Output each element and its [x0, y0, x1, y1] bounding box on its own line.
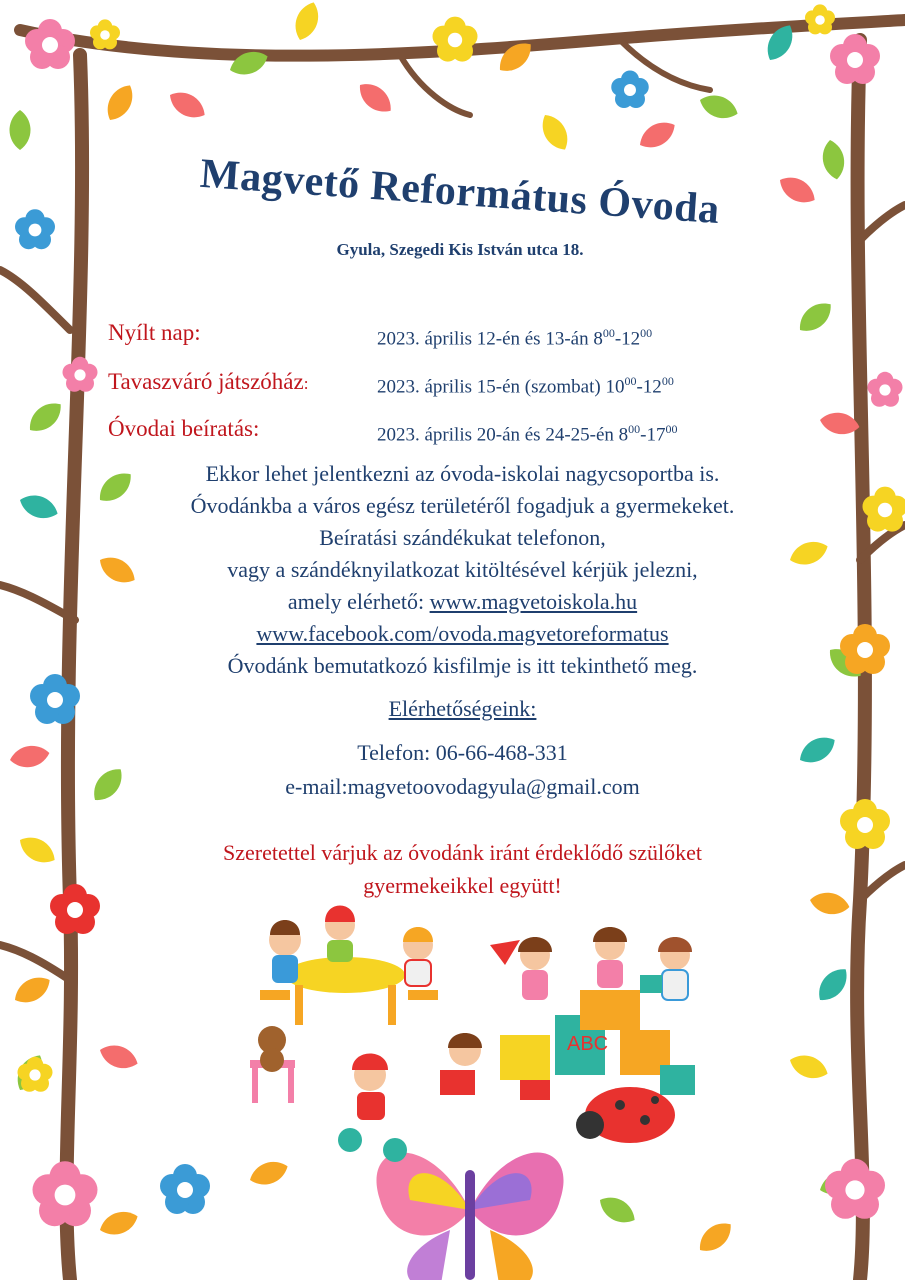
event-time-sup: 00 — [624, 374, 637, 388]
event-date-text: 2023. április 12-én és 13-án 8 — [377, 328, 603, 350]
info-line: Óvodánk bemutatkozó kisfilmje is itt tekinthető meg. — [227, 653, 698, 678]
svg-text:ABC: ABC — [567, 1033, 609, 1055]
event-time-sup: 00 — [665, 422, 678, 436]
contact-phone: Telefon: 06-66-468-331 — [357, 740, 568, 765]
info-line — [100, 586, 825, 618]
info-line: vagy a szándéknyilatkozat kitöltésével kérjük jelezni, — [227, 557, 698, 582]
event-date — [377, 326, 652, 350]
contact-email[interactable]: e-mail:magvetoovodagyula@gmail.com — [285, 774, 640, 799]
event-date — [377, 374, 674, 398]
event-time-sup: 00 — [640, 326, 653, 340]
event-date — [377, 422, 678, 446]
closing-line: Szeretettel várjuk az óvodánk iránt érdeklődő szülőket — [223, 840, 702, 865]
event-time-sup: 00 — [628, 422, 641, 436]
event-label: Óvodai beíratás: — [108, 416, 260, 441]
event-label: Nyílt nap: — [108, 320, 201, 345]
event-label-text: Tavaszváró játszóház — [108, 369, 304, 394]
info-line — [100, 618, 825, 650]
facebook-link[interactable]: www.facebook.com/ovoda.magvetoreformatus — [256, 621, 669, 646]
info-paragraph — [100, 458, 825, 682]
address: Gyula, Szegedi Kis István utca 18. — [336, 240, 584, 259]
contacts-heading: Elérhetőségeink: — [388, 696, 537, 721]
event-time-sep: -12 — [636, 376, 662, 398]
event-time-sup: 00 — [661, 374, 674, 388]
page-title: Magvető Református Óvoda — [198, 150, 722, 234]
event-label-colon: : — [303, 374, 309, 393]
closing-message — [140, 836, 785, 902]
event-time-sep: -17 — [640, 424, 666, 446]
event-time-sep: -12 — [614, 328, 641, 350]
event-date-text: 2023. április 15-én (szombat) 10 — [377, 376, 625, 398]
info-line: Beíratási szándékukat telefonon, — [319, 525, 606, 550]
info-line: Ekkor lehet jelentkezni az óvoda-iskolai nagycsoportba is. — [205, 461, 720, 486]
closing-line: gyermekeikkel együtt! — [363, 873, 562, 898]
event-label — [108, 369, 308, 395]
info-line-prefix: amely elérhető: — [287, 589, 430, 614]
info-line: Óvodánkba a város egész területéről fogadjuk a gyermekeket. — [190, 493, 735, 518]
event-time-sup: 00 — [602, 326, 615, 340]
website-link[interactable]: www.magvetoiskola.hu — [429, 589, 638, 614]
event-date-text: 2023. április 20-án és 24-25-én 8 — [377, 424, 629, 446]
